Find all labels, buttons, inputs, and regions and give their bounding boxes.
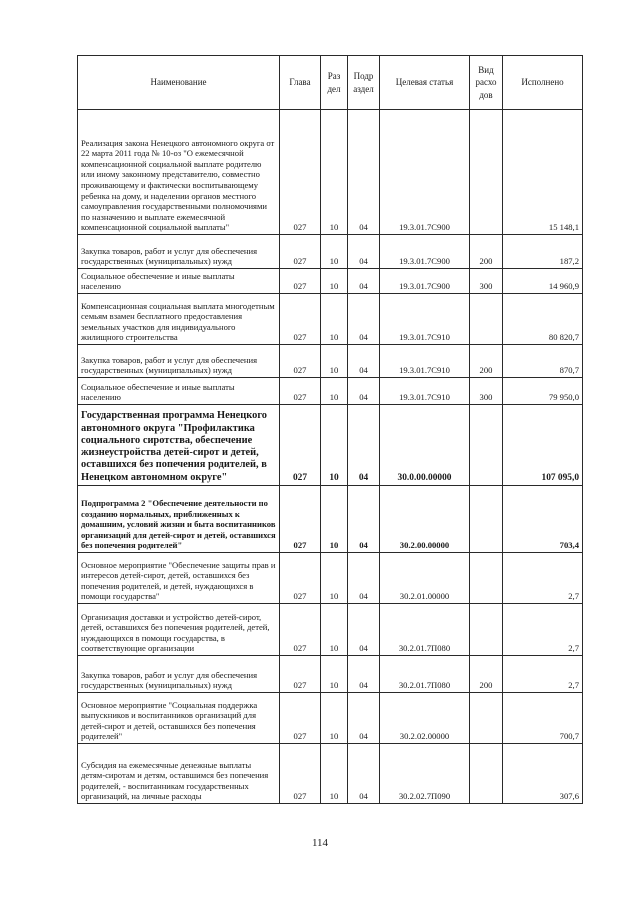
row-name: Закупка товаров, работ и услуг для обеспечения государственных (муниципальных) нужд — [78, 235, 280, 269]
row-name: Организация доставки и устройство детей-сирот, детей, оставшихся без попечения родителей, детей, нуждающихся в помощи государства, в соответствующие организации — [78, 604, 280, 656]
row-ispolneno: 2,7 — [503, 604, 583, 656]
row-razdel: 10 — [321, 553, 348, 604]
row-razdel: 10 — [321, 604, 348, 656]
row-podrazdel: 04 — [348, 604, 380, 656]
header-tselevaya-statya: Целевая статья — [380, 56, 470, 110]
row-razdel: 10 — [321, 345, 348, 378]
row-ispolneno: 107 095,0 — [503, 405, 583, 486]
header-ispolneno: Исполнено — [503, 56, 583, 110]
row-vid — [470, 110, 503, 235]
budget-table — [77, 55, 583, 804]
header-glava: Глава — [280, 56, 321, 110]
table-row — [78, 656, 583, 693]
row-vid: 200 — [470, 345, 503, 378]
row-razdel: 10 — [321, 486, 348, 553]
row-statya: 30.2.02.00000 — [380, 693, 470, 744]
table-row — [78, 378, 583, 405]
row-razdel: 10 — [321, 110, 348, 235]
row-statya: 19.3.01.7С900 — [380, 235, 470, 269]
row-glava: 027 — [280, 294, 321, 345]
row-glava: 027 — [280, 345, 321, 378]
row-vid — [470, 744, 503, 804]
table-row — [78, 693, 583, 744]
row-glava: 027 — [280, 604, 321, 656]
row-name: Основное мероприятие "Социальная поддержка выпускников и воспитанников организаций для детей-сирот и детей, оставшихся без попечения родителей" — [78, 693, 280, 744]
row-statya: 19.3.01.7С910 — [380, 378, 470, 405]
row-statya: 30.2.01.7П080 — [380, 604, 470, 656]
row-name: Закупка товаров, работ и услуг для обеспечения государственных (муниципальных) нужд — [78, 345, 280, 378]
header-row — [78, 56, 583, 110]
row-razdel: 10 — [321, 656, 348, 693]
row-statya: 19.3.01.7С900 — [380, 269, 470, 294]
row-podrazdel: 04 — [348, 110, 380, 235]
row-statya: 19.3.01.7С910 — [380, 294, 470, 345]
header-podrazdel: Подр аздел — [348, 56, 380, 110]
row-statya: 30.0.00.00000 — [380, 405, 470, 486]
row-statya: 19.3.01.7С910 — [380, 345, 470, 378]
row-razdel: 10 — [321, 294, 348, 345]
row-podrazdel: 04 — [348, 693, 380, 744]
row-glava: 027 — [280, 744, 321, 804]
row-ispolneno: 703,4 — [503, 486, 583, 553]
row-podrazdel: 04 — [348, 405, 380, 486]
row-podrazdel: 04 — [348, 378, 380, 405]
row-ispolneno: 2,7 — [503, 553, 583, 604]
row-name: Государственная программа Ненецкого автономного округа "Профилактика социального сиротства, обеспечение жизнеустройства детей-сирот и детей, оставшихся без попечения родителей, в Ненецком автономном округе" — [78, 405, 280, 486]
row-name: Реализация закона Ненецкого автономного округа от 22 марта 2011 года № 10-оз "О ежемесячной компенсационной социальной выплате родителю или иному законному представителю, совместно проживающему и фактически воспитывающему ребенка на дому, и наделении органов местного самоуправления государственными полномочиями по назначению и выплате ежемесячной компенсационной социальной выплаты" — [78, 110, 280, 235]
row-ispolneno: 14 960,9 — [503, 269, 583, 294]
row-vid — [470, 553, 503, 604]
table-row — [78, 110, 583, 235]
row-ispolneno: 307,6 — [503, 744, 583, 804]
table-row — [78, 744, 583, 804]
table-row — [78, 405, 583, 486]
row-vid — [470, 604, 503, 656]
row-vid: 300 — [470, 269, 503, 294]
row-vid — [470, 405, 503, 486]
row-name: Закупка товаров, работ и услуг для обеспечения государственных (муниципальных) нужд — [78, 656, 280, 693]
row-podrazdel: 04 — [348, 235, 380, 269]
header-razdel: Раз дел — [321, 56, 348, 110]
table-row — [78, 269, 583, 294]
row-glava: 027 — [280, 486, 321, 553]
table-row — [78, 235, 583, 269]
table-row — [78, 294, 583, 345]
table-row — [78, 604, 583, 656]
row-podrazdel: 04 — [348, 486, 380, 553]
row-ispolneno: 187,2 — [503, 235, 583, 269]
row-name: Компенсационная социальная выплата многодетным семьям взамен бесплатного предоставления земельных участков для индивидуального жилищного строительства — [78, 294, 280, 345]
row-statya: 19.3.01.7С900 — [380, 110, 470, 235]
row-razdel: 10 — [321, 405, 348, 486]
row-vid: 200 — [470, 235, 503, 269]
row-vid — [470, 486, 503, 553]
row-name: Подпрограмма 2 "Обеспечение деятельности по созданию нормальных, приближенных к домашним, условий жизни и быта воспитанников организаций для детей-сирот и детей, оставшихся без попечения родителей" — [78, 486, 280, 553]
row-glava: 027 — [280, 235, 321, 269]
row-podrazdel: 04 — [348, 345, 380, 378]
page-number: 114 — [311, 837, 329, 849]
row-ispolneno: 700,7 — [503, 693, 583, 744]
row-glava: 027 — [280, 553, 321, 604]
row-glava: 027 — [280, 110, 321, 235]
header-vid-raskhodov: Вид расхо дов — [470, 56, 503, 110]
row-ispolneno: 79 950,0 — [503, 378, 583, 405]
row-glava: 027 — [280, 405, 321, 486]
row-glava: 027 — [280, 693, 321, 744]
row-razdel: 10 — [321, 693, 348, 744]
row-podrazdel: 04 — [348, 269, 380, 294]
row-razdel: 10 — [321, 378, 348, 405]
row-vid: 200 — [470, 656, 503, 693]
row-name: Основное мероприятие "Обеспечение защиты прав и интересов детей-сирот, детей, оставшихся без попечения родителей, и детей, нуждающихся в помощи государства" — [78, 553, 280, 604]
row-razdel: 10 — [321, 744, 348, 804]
row-podrazdel: 04 — [348, 744, 380, 804]
row-vid: 300 — [470, 378, 503, 405]
row-vid — [470, 693, 503, 744]
row-vid — [470, 294, 503, 345]
row-statya: 30.2.02.7П090 — [380, 744, 470, 804]
table-row — [78, 345, 583, 378]
row-statya: 30.2.01.00000 — [380, 553, 470, 604]
row-name: Субсидия на ежемесячные денежные выплаты детям-сиротам и детям, оставшимся без попечения родителей, - воспитанникам государственных организаций, на личные расходы — [78, 744, 280, 804]
row-name: Социальное обеспечение и иные выплаты населению — [78, 378, 280, 405]
row-podrazdel: 04 — [348, 656, 380, 693]
header-name: Наименование — [78, 56, 280, 110]
row-podrazdel: 04 — [348, 294, 380, 345]
row-podrazdel: 04 — [348, 553, 380, 604]
row-statya: 30.2.00.00000 — [380, 486, 470, 553]
row-ispolneno: 2,7 — [503, 656, 583, 693]
row-glava: 027 — [280, 378, 321, 405]
row-razdel: 10 — [321, 235, 348, 269]
row-ispolneno: 870,7 — [503, 345, 583, 378]
table-row — [78, 553, 583, 604]
row-glava: 027 — [280, 269, 321, 294]
row-statya: 30.2.01.7П080 — [380, 656, 470, 693]
row-glava: 027 — [280, 656, 321, 693]
table-row — [78, 486, 583, 553]
row-name: Социальное обеспечение и иные выплаты населению — [78, 269, 280, 294]
row-ispolneno: 15 148,1 — [503, 110, 583, 235]
row-ispolneno: 80 820,7 — [503, 294, 583, 345]
row-razdel: 10 — [321, 269, 348, 294]
